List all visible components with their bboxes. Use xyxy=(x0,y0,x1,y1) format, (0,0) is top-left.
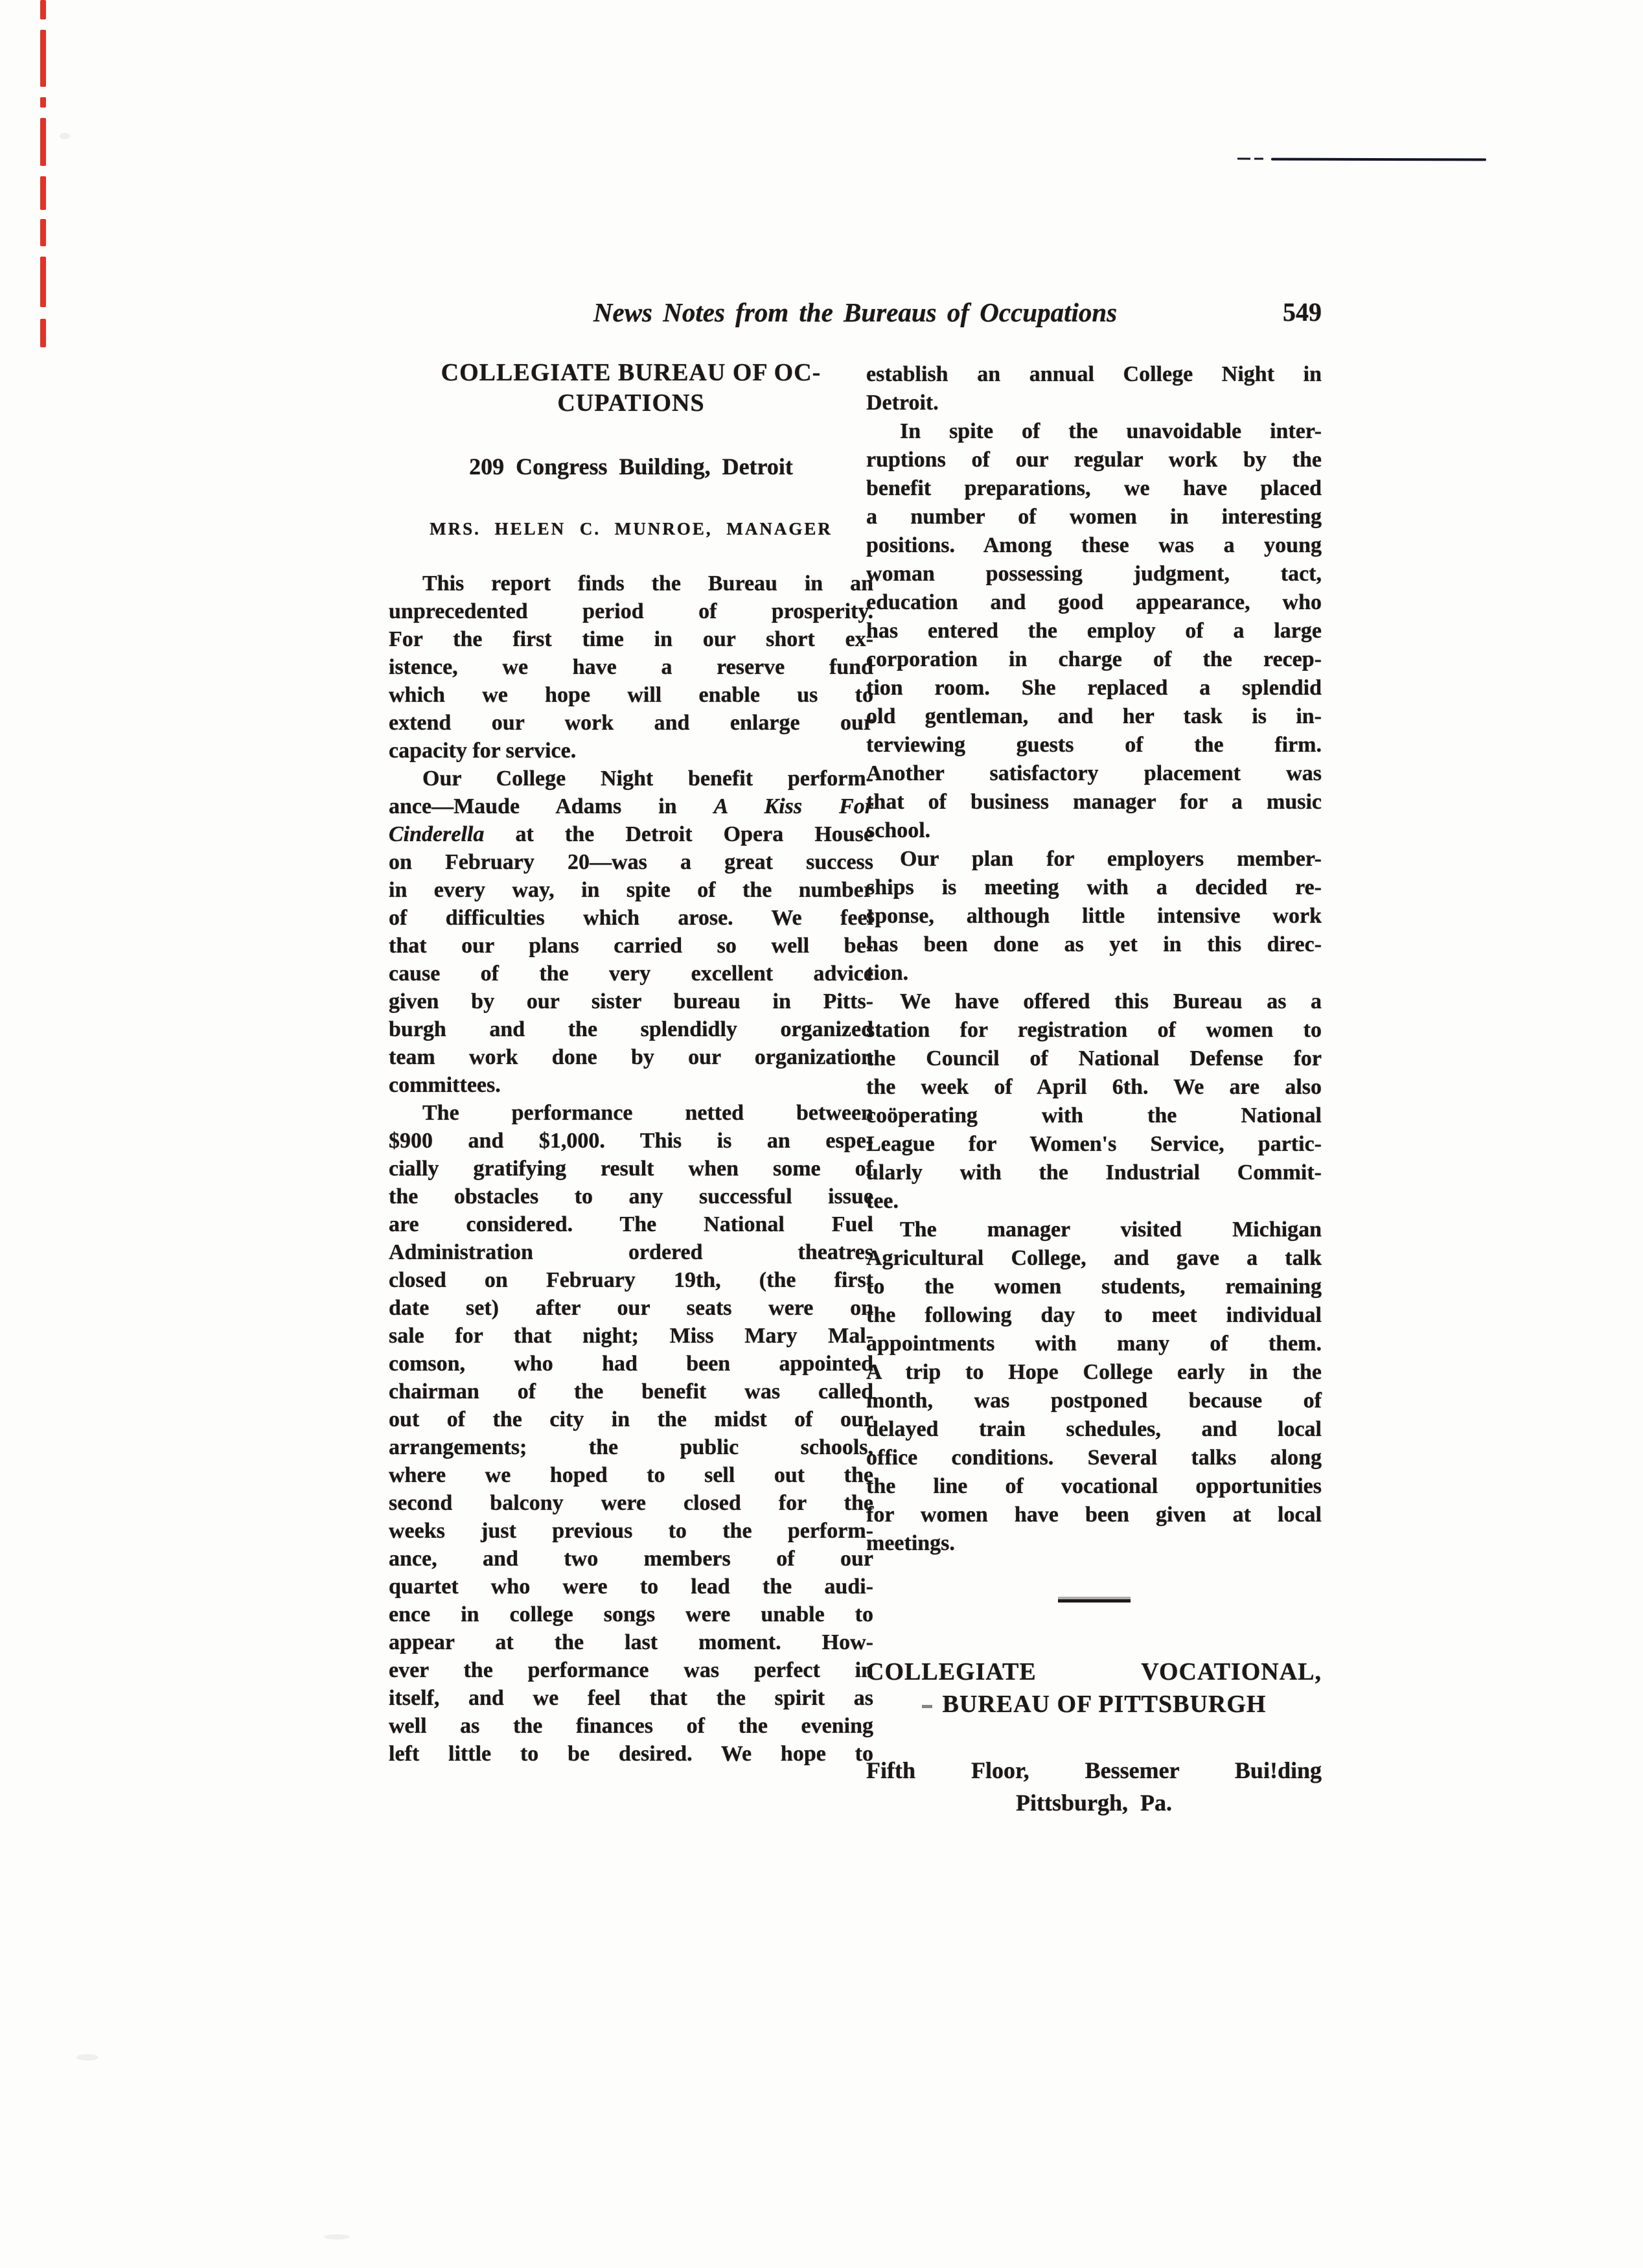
text-line: positions. Among these was a young xyxy=(866,533,1322,557)
text-line: well as the finances of the evening xyxy=(389,1714,873,1738)
next-section-heading xyxy=(866,1656,1322,1720)
text-line: $900 and $1,000. This is an espe- xyxy=(389,1129,873,1153)
text-line: We have offered this Bureau as a xyxy=(900,989,1322,1013)
red-dash xyxy=(40,257,46,307)
text-line: The performance netted between xyxy=(422,1101,873,1125)
text-line: month, was postponed because of xyxy=(866,1389,1322,1413)
text-line: where we hoped to sell out the xyxy=(389,1463,873,1487)
text-line: has been done as yet in this direc- xyxy=(866,932,1322,956)
red-dash xyxy=(40,30,46,87)
text-line: ance—Maude Adams in A Kiss For xyxy=(389,794,873,818)
paragraph xyxy=(389,570,873,765)
pittsburgh-bureau-address xyxy=(866,1754,1322,1819)
text-line: burgh and the splendidly organized xyxy=(389,1017,873,1041)
text-line: given by our sister bureau in Pitts- xyxy=(389,989,873,1013)
page-header xyxy=(389,293,1322,338)
text-line: sponse, although little intensive work xyxy=(866,904,1322,928)
text-line: out of the city in the midst of our xyxy=(389,1407,873,1431)
red-dash xyxy=(40,0,46,19)
text-line: corporation in charge of the recep- xyxy=(866,647,1322,671)
text-line: school. xyxy=(866,818,931,842)
red-dash xyxy=(40,319,46,347)
scan-speck-dash xyxy=(922,1705,932,1708)
stray-ink-line xyxy=(1271,158,1486,161)
text-line: Detroit. xyxy=(866,391,939,415)
article-heading xyxy=(389,358,873,419)
text-line: date set) after our seats were on xyxy=(389,1296,873,1320)
text-line: that of business manager for a music xyxy=(866,790,1322,814)
paragraph xyxy=(866,1216,1322,1558)
text-line: cause of the very excellent advice xyxy=(389,962,873,986)
text-line: The manager visited Michigan xyxy=(900,1218,1322,1242)
text-line: itself, and we feel that the spirit as xyxy=(389,1686,873,1710)
stray-ink-dash xyxy=(1254,157,1263,159)
text-line: ships is meeting with a decided re- xyxy=(866,875,1322,899)
scan-smudge xyxy=(76,2054,98,2061)
text-line: ever the performance was perfect in xyxy=(389,1658,873,1682)
paragraph xyxy=(389,1099,873,1768)
running-head-title: News Notes from the Bureaus of Occupations xyxy=(593,297,1118,327)
text-line: delayed train schedules, and local xyxy=(866,1417,1322,1441)
scan-smudge xyxy=(324,2234,350,2239)
left-column xyxy=(389,358,873,1768)
paragraph xyxy=(866,845,1322,988)
text-line: Administration ordered theatres xyxy=(389,1240,873,1264)
next-section-heading-text: BUREAU OF PITTSBURGH xyxy=(942,1691,1267,1718)
text-line: terviewing guests of the firm. xyxy=(866,733,1322,757)
text-line: a number of women in interesting xyxy=(866,505,1322,529)
text-line: in every way, in spite of the number xyxy=(389,878,873,902)
text-line: tee. xyxy=(866,1189,899,1213)
text-line: of difficulties which arose. We feel xyxy=(389,906,873,930)
text-line: sale for that night; Miss Mary Mal- xyxy=(389,1324,873,1348)
text-line: woman possessing judgment, tact, xyxy=(866,562,1322,586)
article-heading-line: CUPATIONS xyxy=(557,389,705,417)
text-line: weeks just previous to the perform- xyxy=(389,1519,873,1543)
text-line: comson, who had been appointed xyxy=(389,1352,873,1376)
text-line: ance, and two members of our xyxy=(389,1547,873,1571)
text-line: extend our work and enlarge our xyxy=(389,711,873,735)
red-dash xyxy=(40,176,46,210)
text-line: benefit preparations, we have placed xyxy=(866,476,1322,500)
text-line: A trip to Hope College early in the xyxy=(866,1360,1322,1384)
text-line: the following day to meet individual xyxy=(866,1303,1322,1327)
text-line: League for Women's Service, partic- xyxy=(866,1132,1322,1156)
text-line: appear at the last moment. How- xyxy=(389,1630,873,1654)
text-line: tion. xyxy=(866,961,909,985)
text-line: station for registration of women to xyxy=(866,1018,1322,1042)
next-section-heading-line xyxy=(866,1688,1322,1720)
red-dash xyxy=(40,219,46,246)
text-line: for women have been given at local xyxy=(866,1503,1322,1527)
text-line: the Council of National Defense for xyxy=(866,1047,1322,1070)
text-line: education and good appearance, who xyxy=(866,590,1322,614)
scanner-red-edge-marks xyxy=(40,0,48,376)
text-line: chairman of the benefit was called xyxy=(389,1380,873,1404)
text-line: ruptions of our regular work by the xyxy=(866,448,1322,472)
next-section-heading-line: COLLEGIATE VOCATIONAL, xyxy=(866,1658,1322,1685)
left-column-body xyxy=(389,570,873,1768)
page-number: 549 xyxy=(1283,297,1322,327)
section-divider-rule xyxy=(1058,1599,1131,1603)
text-line: second balcony were closed for the xyxy=(389,1491,873,1515)
text-line: establish an annual College Night in xyxy=(866,362,1322,386)
text-line: Our College Night benefit perform- xyxy=(422,767,873,791)
scan-smudge xyxy=(60,133,70,139)
text-line: In spite of the unavoidable inter- xyxy=(900,419,1322,443)
text-line: unprecedented period of prosperity. xyxy=(389,599,873,623)
text-line: capacity for service. xyxy=(389,739,577,763)
text-line: Cinderella at the Detroit Opera House xyxy=(389,822,873,846)
manager-byline: MRS. HELEN C. MUNROE, MANAGER xyxy=(430,519,833,538)
paragraph xyxy=(866,360,1322,417)
text-line: are considered. The National Fuel xyxy=(389,1212,873,1236)
text-line: the obstacles to any successful issue xyxy=(389,1185,873,1209)
text-line: coöperating with the National xyxy=(866,1104,1322,1128)
red-dash xyxy=(40,118,46,166)
text-line: ence in college songs were unable to xyxy=(389,1603,873,1626)
text-line: arrangements; the public schools, xyxy=(389,1435,873,1459)
bureau-address: 209 Congress Building, Detroit xyxy=(469,454,793,480)
text-line: left little to be desired. We hope to xyxy=(389,1742,873,1766)
text-line: Our plan for employers member- xyxy=(900,847,1322,871)
paragraph xyxy=(866,417,1322,845)
text-line: istence, we have a reserve fund xyxy=(389,655,873,679)
red-dash xyxy=(40,97,46,108)
text-line: closed on February 19th, (the first xyxy=(389,1268,873,1292)
article-heading-line: COLLEGIATE BUREAU OF OC- xyxy=(441,359,822,386)
text-line: committees. xyxy=(389,1073,501,1097)
text-line: has entered the employ of a large xyxy=(866,619,1322,643)
text-line: office conditions. Several talks along xyxy=(866,1446,1322,1470)
text-line: that our plans carried so well be- xyxy=(389,934,873,958)
text-line: This report finds the Bureau in an xyxy=(422,572,873,596)
right-column-body xyxy=(866,360,1322,1558)
address-line: Fifth Floor, Bessemer Bui!ding xyxy=(866,1757,1322,1783)
text-line: ularly with the Industrial Commit- xyxy=(866,1161,1322,1185)
text-line: team work done by our organization xyxy=(389,1045,873,1069)
text-line: which we hope will enable us to xyxy=(389,683,873,707)
text-line: For the first time in our short ex- xyxy=(389,627,873,651)
text-line: meetings. xyxy=(866,1531,955,1555)
text-line: to the women students, remaining xyxy=(866,1275,1322,1299)
text-line: appointments with many of them. xyxy=(866,1332,1322,1356)
text-line: on February 20—was a great success xyxy=(389,850,873,874)
address-line: Pittsburgh, Pa. xyxy=(1015,1790,1172,1816)
text-line: Agricultural College, and gave a talk xyxy=(866,1246,1322,1270)
text-line: cially gratifying result when some of xyxy=(389,1157,873,1181)
text-line: old gentleman, and her task is in- xyxy=(866,704,1322,728)
text-line: Another satisfactory placement was xyxy=(866,761,1322,785)
right-column xyxy=(866,360,1322,1819)
paragraph xyxy=(389,765,873,1099)
text-line: quartet who were to lead the audi- xyxy=(389,1575,873,1599)
paragraph xyxy=(866,988,1322,1216)
stray-ink-dash xyxy=(1237,157,1250,159)
text-line: the line of vocational opportunities xyxy=(866,1474,1322,1498)
text-line: tion room. She replaced a splendid xyxy=(866,676,1322,700)
text-line: the week of April 6th. We are also xyxy=(866,1075,1322,1099)
